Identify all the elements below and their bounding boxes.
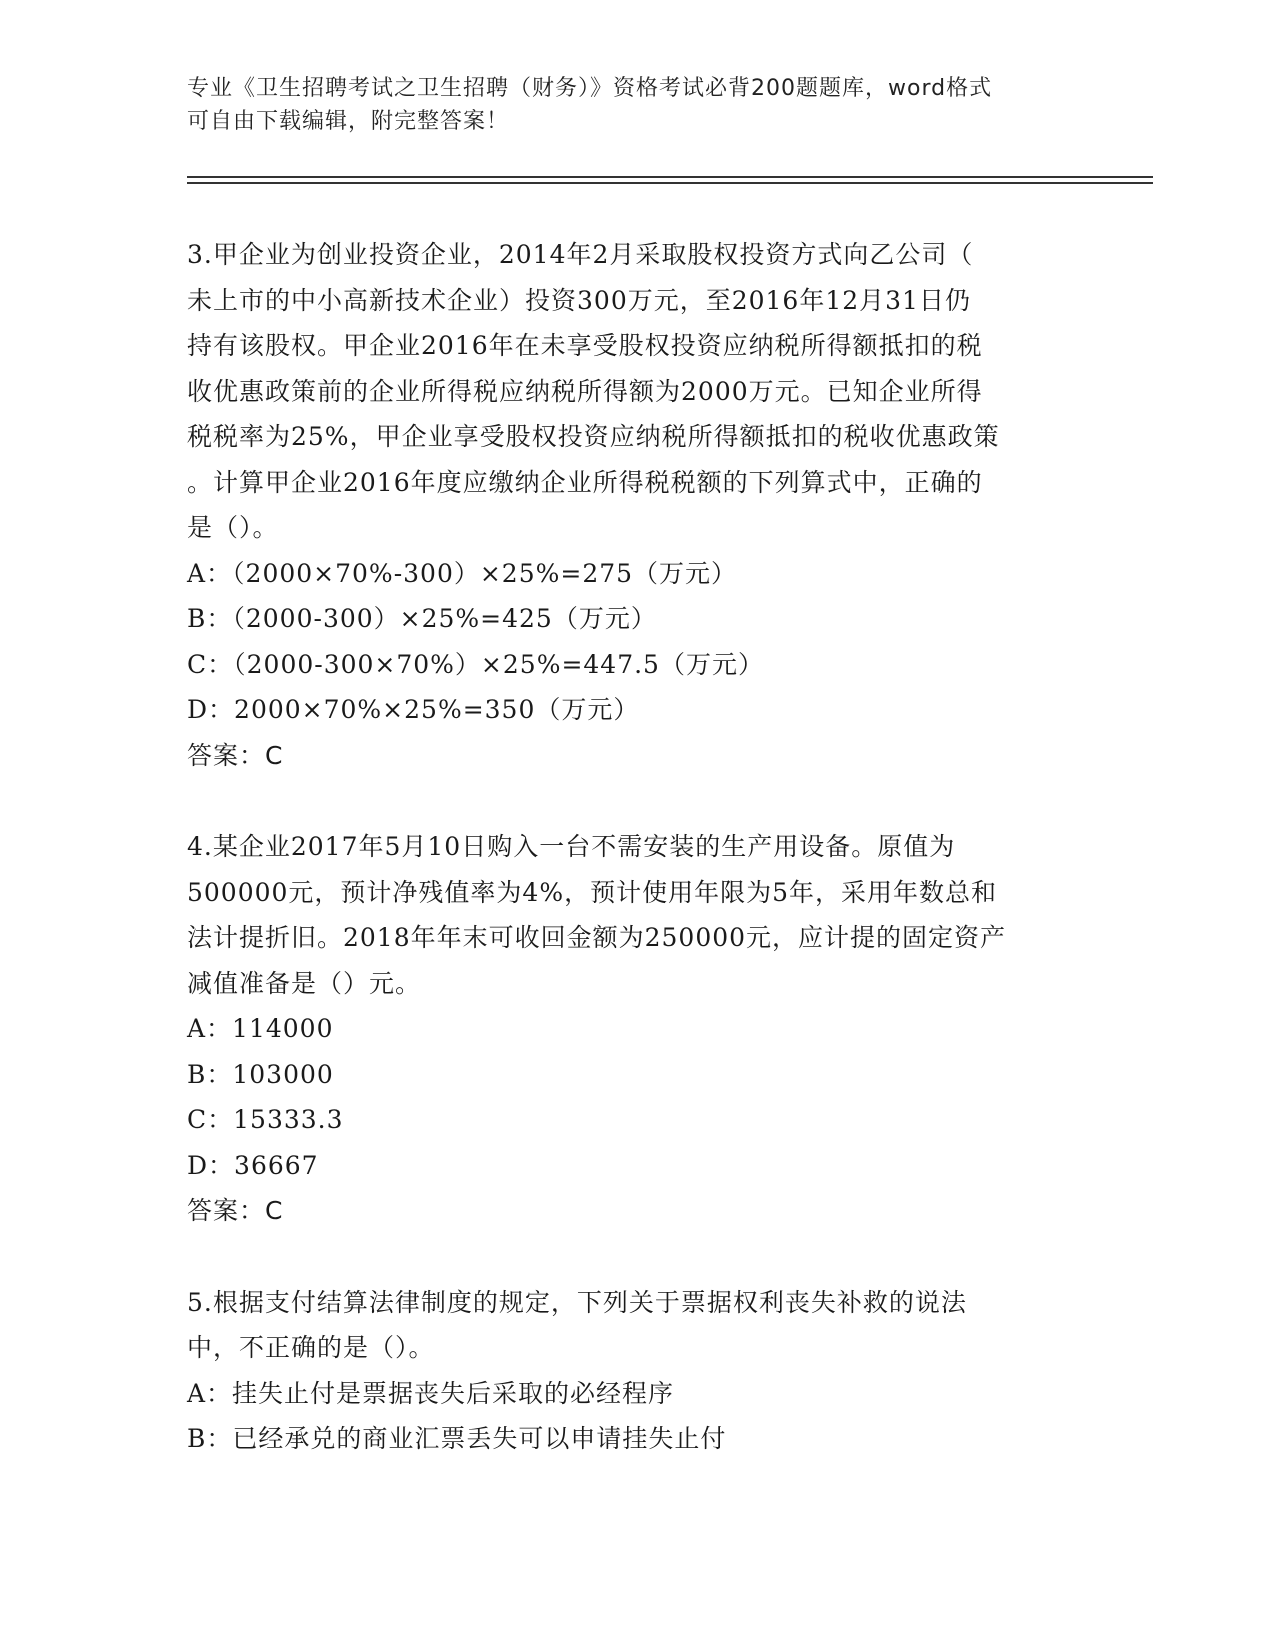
answer-line: 答案：C bbox=[187, 1196, 284, 1225]
option-c: C：15333.3 bbox=[187, 1105, 344, 1134]
question-text-line: 未上市的中小高新技术企业）投资300万元，至2016年12月31日仍 bbox=[187, 285, 971, 315]
question-text-line: 税税率为25%，甲企业享受股权投资应纳税所得额抵扣的税收优惠政策 bbox=[187, 422, 1000, 451]
question-text-line: 3.甲企业为创业投资企业，2014年2月采取股权投资方式向乙公司（ bbox=[187, 240, 974, 269]
question-list bbox=[187, 232, 1077, 1462]
question-text-line: 4.某企业2017年5月10日购入一台不需安装的生产用设备。原值为 bbox=[187, 832, 956, 861]
question-text-line: 减值准备是（）元。 bbox=[187, 968, 422, 998]
question-text-line: 是（）。 bbox=[187, 513, 279, 542]
question-spacer bbox=[187, 778, 1077, 824]
question-text-line: 法计提折旧。2018年年末可收回金额为250000元，应计提的固定资产 bbox=[187, 923, 1007, 952]
document-header bbox=[187, 72, 1067, 138]
option-c: C：（2000-300×70%）×25%=447.5（万元） bbox=[187, 649, 764, 679]
question-text-line: 中，不正确的是（）。 bbox=[187, 1333, 435, 1362]
header-divider-bottom bbox=[187, 182, 1153, 184]
question-4 bbox=[187, 824, 1077, 1234]
option-a: A：（2000×70%-300）×25%=275（万元） bbox=[187, 558, 738, 588]
option-a: A：114000 bbox=[187, 1014, 334, 1043]
question-text-line: 。计算甲企业2016年度应缴纳企业所得税税额的下列算式中，正确的 bbox=[187, 467, 983, 497]
question-text-line: 收优惠政策前的企业所得税应纳税所得额为2000万元。已知企业所得 bbox=[187, 376, 983, 406]
option-d: D：36667 bbox=[187, 1150, 319, 1180]
option-d: D：2000×70%×25%=350（万元） bbox=[187, 695, 640, 724]
question-text-line: 持有该股权。甲企业2016年在未享受股权投资应纳税所得额抵扣的税 bbox=[187, 331, 983, 360]
header-line-1: 专业《卫生招聘考试之卫生招聘（财务）》资格考试必背200题题库，word格式 bbox=[187, 76, 993, 101]
question-5 bbox=[187, 1280, 1077, 1462]
question-text-line: 500000元，预计净残值率为4%，预计使用年限为5年，采用年数总和 bbox=[187, 877, 998, 907]
option-b: B：103000 bbox=[187, 1059, 334, 1089]
question-3 bbox=[187, 232, 1077, 778]
answer-line: 答案：C bbox=[187, 740, 284, 770]
header-line-2: 可自由下载编辑，附完整答案！ bbox=[187, 109, 510, 134]
option-a: A：挂失止付是票据丧失后采取的必经程序 bbox=[187, 1378, 675, 1408]
question-text-line: 5.根据支付结算法律制度的规定，下列关于票据权利丧失补救的说法 bbox=[187, 1287, 967, 1317]
header-divider-top bbox=[187, 176, 1153, 178]
option-b: B：已经承兑的商业汇票丢失可以申请挂失止付 bbox=[187, 1424, 727, 1453]
question-spacer bbox=[187, 1234, 1077, 1280]
option-b: B：（2000-300）×25%=425（万元） bbox=[187, 604, 657, 633]
